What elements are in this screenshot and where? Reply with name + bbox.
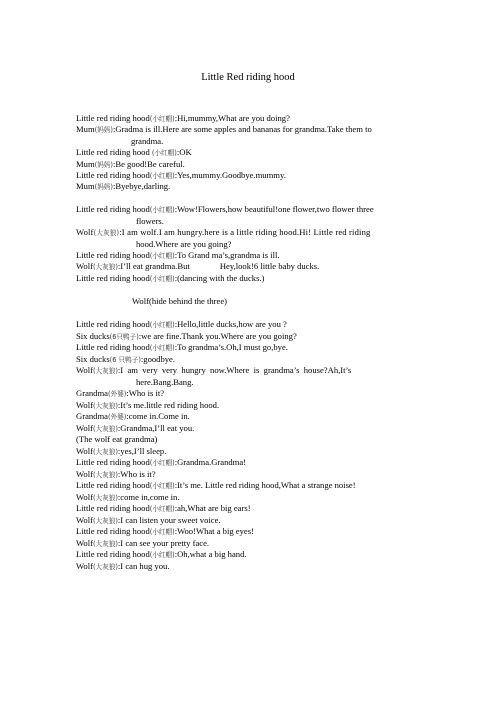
speaker: Little red riding hood — [76, 457, 150, 467]
speaker-chinese: (小红帽) — [149, 206, 175, 214]
speaker-chinese: (小红帽) — [149, 482, 175, 490]
speaker: Wolf — [76, 423, 93, 433]
speaker: Wolf — [76, 515, 93, 525]
speaker: Little red riding hood — [76, 480, 150, 490]
speaker-chinese: (大灰狼) — [92, 263, 118, 271]
line-text: :Byebye,darling. — [112, 181, 171, 191]
speaker-chinese: (大灰狼) — [93, 229, 120, 237]
speaker: Wolf — [76, 400, 93, 410]
line-text: :Oh,what a big hand. — [174, 549, 247, 559]
speaker-chinese: (小红帽) — [149, 505, 175, 513]
speaker: Little red riding hood — [76, 549, 150, 559]
speaker-chinese: (小红帽) — [149, 321, 175, 329]
line-text: :Be good!Be careful. — [112, 159, 185, 169]
speaker-chinese: (小红帽) — [149, 528, 175, 536]
line-text: :Grandma.Grandma! — [174, 457, 247, 467]
line-text: :Who is it? — [126, 388, 165, 398]
dialogue-line-continued — [136, 239, 486, 250]
speaker-chinese: (6 只鸭子) — [109, 356, 141, 364]
speaker-chinese: (小红帽) — [149, 344, 175, 352]
line-text: :Gradma is ill.Here are some apples and bananas for grandma.Take them to — [112, 124, 372, 134]
line-text: :I can listen your sweet voice. — [117, 515, 221, 525]
dialogue-line — [76, 526, 426, 538]
speaker: Little red riding hood — [76, 250, 150, 260]
line-text: :we are fine.Thank you.Where are you going? — [138, 331, 297, 341]
speaker-chinese: (6只鸭子) — [109, 333, 139, 341]
speaker: Wolf — [76, 469, 93, 479]
dialogue-line — [76, 181, 426, 193]
dialogue-line — [76, 204, 426, 216]
speaker-chinese: (大灰狼) — [92, 425, 118, 433]
line-text: :Woo!What a big eyes! — [174, 526, 254, 536]
speaker: Six ducks — [76, 354, 110, 364]
speaker: Wolf — [76, 538, 93, 548]
dialogue-line-continued — [136, 377, 486, 388]
speaker: Little red riding hood — [76, 170, 150, 180]
speaker: Little red riding hood — [76, 204, 150, 214]
speaker-chinese: (大灰狼) — [92, 494, 118, 502]
line-text: :come in,come in. — [117, 492, 180, 502]
line-text: Wolf(hide behind the three) — [132, 296, 227, 306]
speaker-chinese: (妈妈) — [94, 126, 113, 134]
speaker-chinese: (大灰狼) — [92, 471, 118, 479]
speaker: Little red riding hood — [76, 319, 150, 329]
dialogue-line — [76, 273, 426, 285]
speaker: Wolf — [76, 261, 93, 271]
line-text: grandma. — [131, 136, 164, 146]
line-text: hood.Where are you going? — [136, 239, 232, 249]
speaker-chinese: (大灰狼) — [92, 448, 118, 456]
speaker-chinese: (大灰狼) — [92, 402, 118, 410]
speaker-chinese: (大灰狼) — [92, 563, 118, 571]
speaker-chinese: (妈妈) — [94, 183, 113, 191]
line-text: :It’s me.little red riding hood. — [117, 400, 220, 410]
dialogue-line — [76, 549, 426, 561]
speaker-chinese: (小红帽) — [149, 459, 175, 467]
speaker-chinese: (小红帽) — [149, 275, 175, 283]
line-text: :yes,I’ll sleep. — [117, 446, 167, 456]
dialogue-line-continued — [136, 216, 486, 227]
speaker: Little red riding hood — [76, 113, 150, 123]
line-text: :I am very very hungry now.Where is grandma’s house?Ah,It’s — [117, 365, 352, 375]
line-text: :Hi,mummy,What are you doing? — [174, 113, 290, 123]
speaker: Grandma — [76, 388, 108, 398]
line-text: :To Grand ma’s,grandma is ill. — [174, 250, 280, 260]
speaker-chinese: (大灰狼) — [92, 517, 118, 525]
speaker-chinese: (小红帽) — [149, 551, 175, 559]
line-text: :Yes,mummy.Goodbye.mummy. — [174, 170, 286, 180]
speaker: Little red riding hood — [76, 342, 150, 352]
stage-direction — [132, 296, 482, 307]
line-text: (The wolf eat grandma) — [76, 434, 158, 444]
line-text: :(dancing with the ducks.) — [174, 273, 265, 283]
line-text: :Who is it? — [117, 469, 156, 479]
line-text: :Hello,little ducks,how are you ? — [174, 319, 287, 329]
dialogue-line — [76, 124, 426, 136]
dialogue-line — [76, 480, 426, 492]
line-text: :come in.Come in. — [126, 411, 190, 421]
speaker-chinese: (小红帽) — [149, 172, 175, 180]
line-text: :OK — [176, 147, 192, 157]
speaker: Six ducks — [76, 331, 110, 341]
stage-direction — [76, 434, 426, 445]
speaker-chinese: (小红帽) — [151, 149, 177, 157]
line-text: :It’s me. Little red riding hood,What a strange noise! — [174, 480, 356, 490]
line-text: :I’ll eat grandma.But Hey,look!6 little baby ducks. — [117, 261, 320, 271]
document-title: Little Red riding hood — [201, 72, 295, 83]
line-text: :I can see your pretty face. — [117, 538, 210, 548]
line-text: :goodbye. — [140, 354, 176, 364]
speaker: Little red riding hood — [76, 273, 150, 283]
dialogue-line — [76, 365, 426, 377]
speaker-chinese: (妈妈) — [94, 161, 113, 169]
dialogue-line-continued — [131, 136, 481, 147]
line-text: :Wow!Flowers,how beautiful!one flower,two flower three — [174, 204, 374, 214]
dialogue-line — [76, 411, 426, 423]
speaker: Wolf — [76, 365, 93, 375]
speaker: Wolf — [76, 561, 93, 571]
line-text: here.Bang.Bang. — [136, 377, 194, 387]
dialogue-line — [76, 342, 426, 354]
line-text: :I am wolf.I am hungry.here is a little riding hood.Hi! Little red riding — [119, 227, 371, 237]
speaker: Wolf — [76, 227, 94, 237]
speaker-chinese: (大灰狼) — [92, 367, 118, 375]
line-text: :ah,What are big ears! — [174, 503, 251, 513]
speaker: Mum — [76, 181, 95, 191]
speaker: Little red riding hood — [76, 526, 150, 536]
speaker-chinese: (小红帽) — [149, 252, 175, 260]
speaker-chinese: (外婆) — [107, 390, 127, 398]
dialogue-line — [76, 388, 426, 400]
line-text: flowers. — [136, 216, 164, 226]
dialogue-line — [76, 261, 426, 273]
speaker: Wolf — [76, 492, 93, 502]
line-text: :Grandma,I’ll eat you. — [117, 423, 195, 433]
line-text: :I can hug you. — [117, 561, 170, 571]
speaker-chinese: (小红帽) — [149, 115, 175, 123]
speaker: Mum — [76, 159, 95, 169]
dialogue-line — [76, 319, 426, 331]
dialogue-line — [76, 503, 426, 515]
dialogue-line — [76, 227, 426, 239]
dialogue-line — [76, 457, 426, 469]
speaker-chinese: (大灰狼) — [92, 540, 118, 548]
speaker: Grandma — [76, 411, 108, 421]
speaker: Wolf — [76, 446, 93, 456]
speaker-chinese: (外婆) — [107, 413, 127, 421]
speaker: Little red riding hood — [76, 147, 152, 157]
speaker: Little red riding hood — [76, 503, 150, 513]
line-text: :To grandma’s.Oh,I must go,bye. — [174, 342, 288, 352]
dialogue-line — [76, 561, 426, 573]
dialogue-line — [76, 147, 426, 159]
speaker: Mum — [76, 124, 95, 134]
